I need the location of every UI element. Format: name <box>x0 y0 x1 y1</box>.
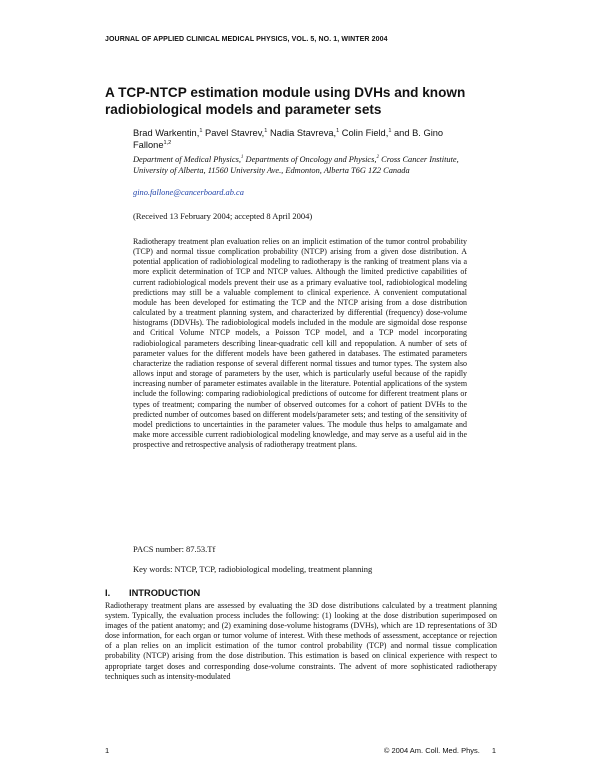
author-name: Brad Warkentin, <box>133 128 200 138</box>
author-affiliation-mark: 1 <box>264 127 268 134</box>
footer-right <box>384 746 496 755</box>
author-affiliation-mark: 1 <box>388 127 392 134</box>
section-heading <box>105 588 200 598</box>
author-affiliation-mark: 1 <box>199 127 203 134</box>
affiliations <box>133 154 463 176</box>
author-list <box>133 128 463 151</box>
affiliation-mark: 1 <box>240 155 244 161</box>
journal-header: JOURNAL OF APPLIED CLINICAL MEDICAL PHYSICS, VOL. 5, NO. 1, WINTER 2004 <box>105 36 388 43</box>
author-name: Pavel Stavrev, <box>202 128 265 138</box>
section-number: I. <box>105 588 111 598</box>
author-name: Colin Field, <box>339 128 389 138</box>
affiliation-address: Cross Cancer Institute, University of Alberta, 11560 University Ave., Edmonton, Alberta T6G 1Z2 Canada <box>133 155 459 175</box>
author-name: Nadia Stavreva, <box>267 128 337 138</box>
paper-title: A TCP-NTCP estimation module using DVHs and known radiobiological models and parameter sets <box>105 85 466 117</box>
abstract: Radiotherapy treatment plan evaluation relies on an implicit estimation of the tumor control probability (TCP) and normal tissue complication probability (NTCP) arising from a given dose distribution. A potential application of radiobiological modeling to radiotherapy is the ranking of treatment plans via a more explicit determination of TCP and NTCP values. Although the limited predictive capabilities of current radiobiological models prevent their use as a primary evaluative tool, radiobiological modeling predictions may still be a valuable complement to clinical experience. A convenient computational module has been developed for estimating the TCP and the NTCP arising from a dose distribution calculated by a treatment planning system, and characterized by differential (frequency) dose-volume histograms (DDVHs). The radiobiological models included in the module are sigmoidal dose response and Critical Volume NTCP models, a Poisson TCP model, and a TCP model incorporating radiobiological parameters describing linear-quadratic cell kill and repopulation. A number of sets of parameter values for the different models have been gathered in databases. The estimated parameters characterize the radiation response of several different normal tissues and tumor types. The system also allows input and storage of parameters by the user, which is particularly useful because of the rapidly increasing number of parameter estimates available in the literature. Potential applications of the system include the following: comparing radiobiological predictions of outcome for different treatment plans or types of treatment; comparing the number of observed outcomes for a cohort of patient DVHs to the predicted number of outcomes based on different models/parameter sets; and testing of the sensitivity of model predictions to uncertainties in the parameter values. The module thus helps to amalgamate and make more accessible current radiobiological modeling knowledge, and may serve as a useful aid in the prospective and retrospective analysis of radiotherapy treatment plans. <box>133 237 467 450</box>
affiliation-mark: 2 <box>376 155 380 161</box>
author-name: and B. Gino Fallone <box>133 128 444 150</box>
affiliation-dept: Departments of Oncology and Physics, <box>243 155 377 164</box>
section-title: INTRODUCTION <box>129 588 201 598</box>
introduction-paragraph: Radiotherapy treatment plans are assessed by evaluating the 3D dose distributions calculated by a treatment planning system. Typically, the evaluation process includes the following: (1) looking at the dose distribution superimposed on images of the patient anatomy; and (2) examining dose-volume histograms (DVHs), which are 1D representations of 3D dose information, for each organ or tumor volume of interest. With these methods of assessment, acceptance or rejection of a plan relies on an implicit estimation of the tumor control probability (TCP) and normal tissue complication probability (NTCP) arising from the dose distribution. This estimation is based on clinical experience with respect to appropriate target doses and corresponding dose-volume constraints. The advent of more sophisticated radiotherapy techniques such as intensity-modulated <box>105 601 497 681</box>
footer-page-number: 1 <box>491 746 496 755</box>
author-affiliation-mark: 1 <box>336 127 340 134</box>
keywords: Key words: NTCP, TCP, radiobiological modeling, treatment planning <box>133 564 373 574</box>
pacs-number: PACS number: 87.53.Tf <box>133 544 216 554</box>
contact-email[interactable]: gino.fallone@cancerboard.ab.ca <box>133 188 244 197</box>
footer-copyright: © 2004 Am. Coll. Med. Phys. <box>383 746 480 755</box>
affiliation-dept: Department of Medical Physics, <box>133 155 241 164</box>
author-affiliation-mark: 1,2 <box>163 139 172 146</box>
received-dates: (Received 13 February 2004; accepted 8 April 2004) <box>133 211 313 221</box>
footer-page-number-left: 1 <box>105 746 110 755</box>
